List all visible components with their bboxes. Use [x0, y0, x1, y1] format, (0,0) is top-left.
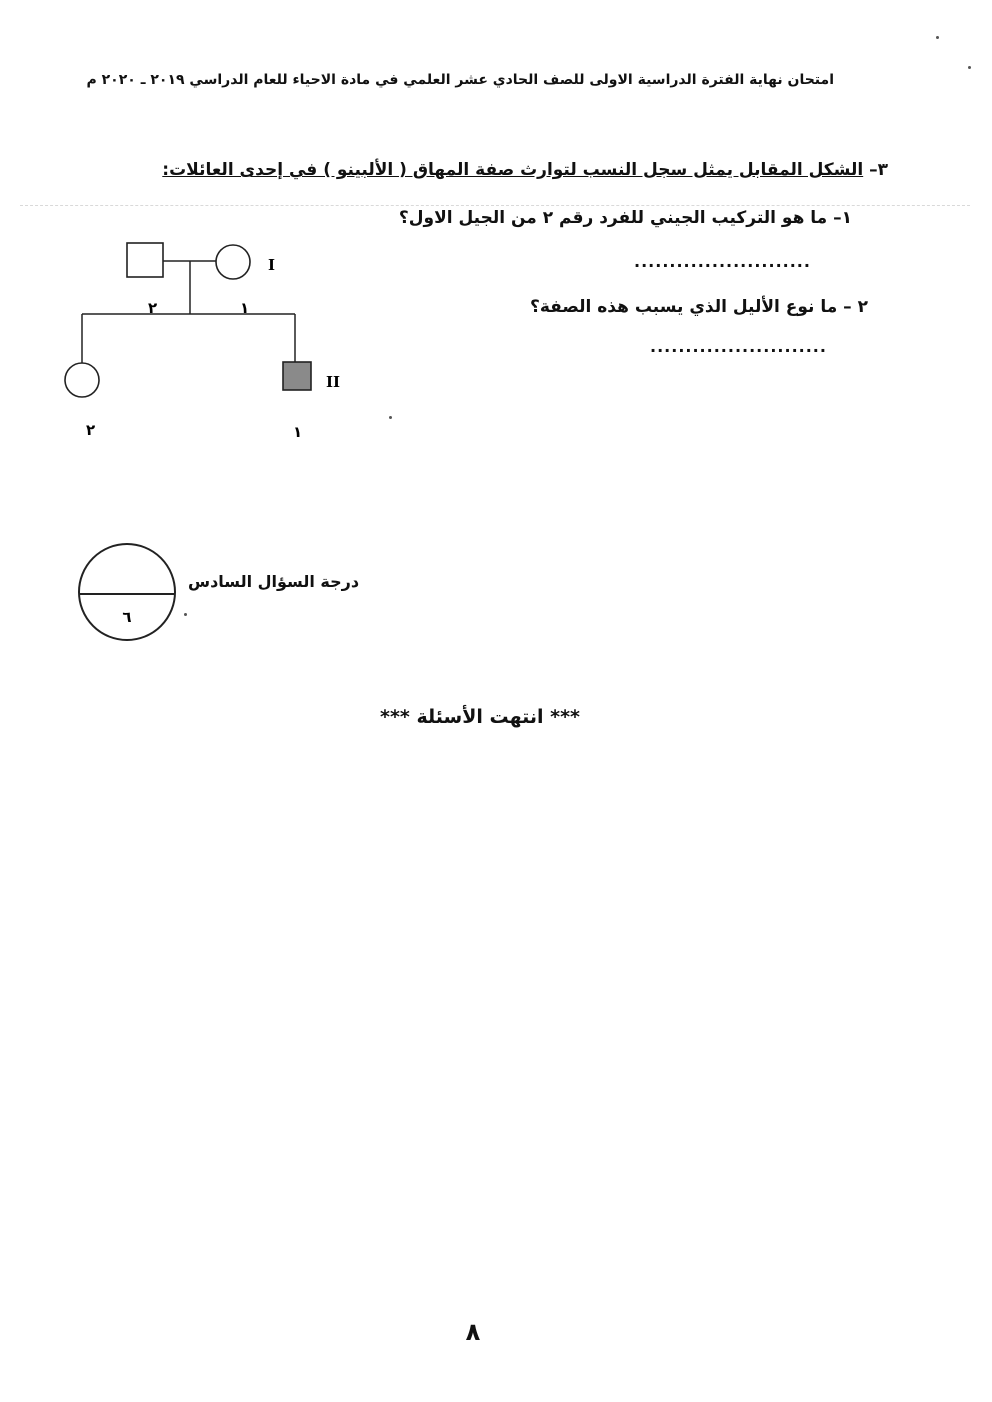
grade-circle	[77, 542, 177, 642]
generation-2-label: II	[326, 373, 341, 391]
sub-question-1: ١– ما هو التركيب الجيني للفرد رقم ٢ من الجيل الاول؟	[398, 208, 852, 228]
sub-question-2: ٢ – ما نوع الأليل الذي يسبب هذه الصفة؟	[529, 297, 868, 317]
gen2-affected-male-square	[283, 362, 311, 390]
grade-label: درجة السؤال السادس	[188, 572, 360, 591]
pedigree-chart	[50, 225, 360, 450]
gen1-label-2: ٢	[148, 299, 158, 317]
gen2-female-circle	[65, 363, 99, 397]
generation-1-label: I	[268, 256, 276, 274]
gen1-male-square	[127, 243, 163, 277]
answer-blank-1: .........................	[634, 252, 811, 271]
scan-speck	[936, 36, 939, 39]
gen2-label-2: ٢	[86, 421, 96, 439]
question-title-text: الشكل المقابل يمثل سجل النسب لتوارث صفة المهاق ( الألبينو ) في إحدى العائلات:	[162, 160, 864, 180]
question-number: ٣–	[869, 160, 888, 180]
page-number: ٨	[465, 1318, 481, 1346]
scan-speck	[968, 66, 971, 69]
gen1-label-1: ١	[240, 299, 250, 317]
scan-artifact-line	[20, 205, 970, 206]
scan-speck	[389, 416, 392, 419]
answer-blank-2: .........................	[650, 337, 827, 356]
end-of-questions: *** انتهت الأسئلة ***	[380, 706, 580, 728]
gen2-label-1: ١	[293, 423, 303, 441]
exam-header: امتحان نهاية الفترة الدراسية الاولى للصف الحادي عشر العلمي في مادة الاحياء للعام الدراسي ٢٠١٩ ـ ٢٠٢٠ م	[86, 72, 834, 88]
scan-speck	[184, 613, 187, 616]
grade-max-score: ٦	[122, 608, 132, 626]
gen1-female-circle	[216, 245, 250, 279]
question-title	[162, 160, 888, 180]
